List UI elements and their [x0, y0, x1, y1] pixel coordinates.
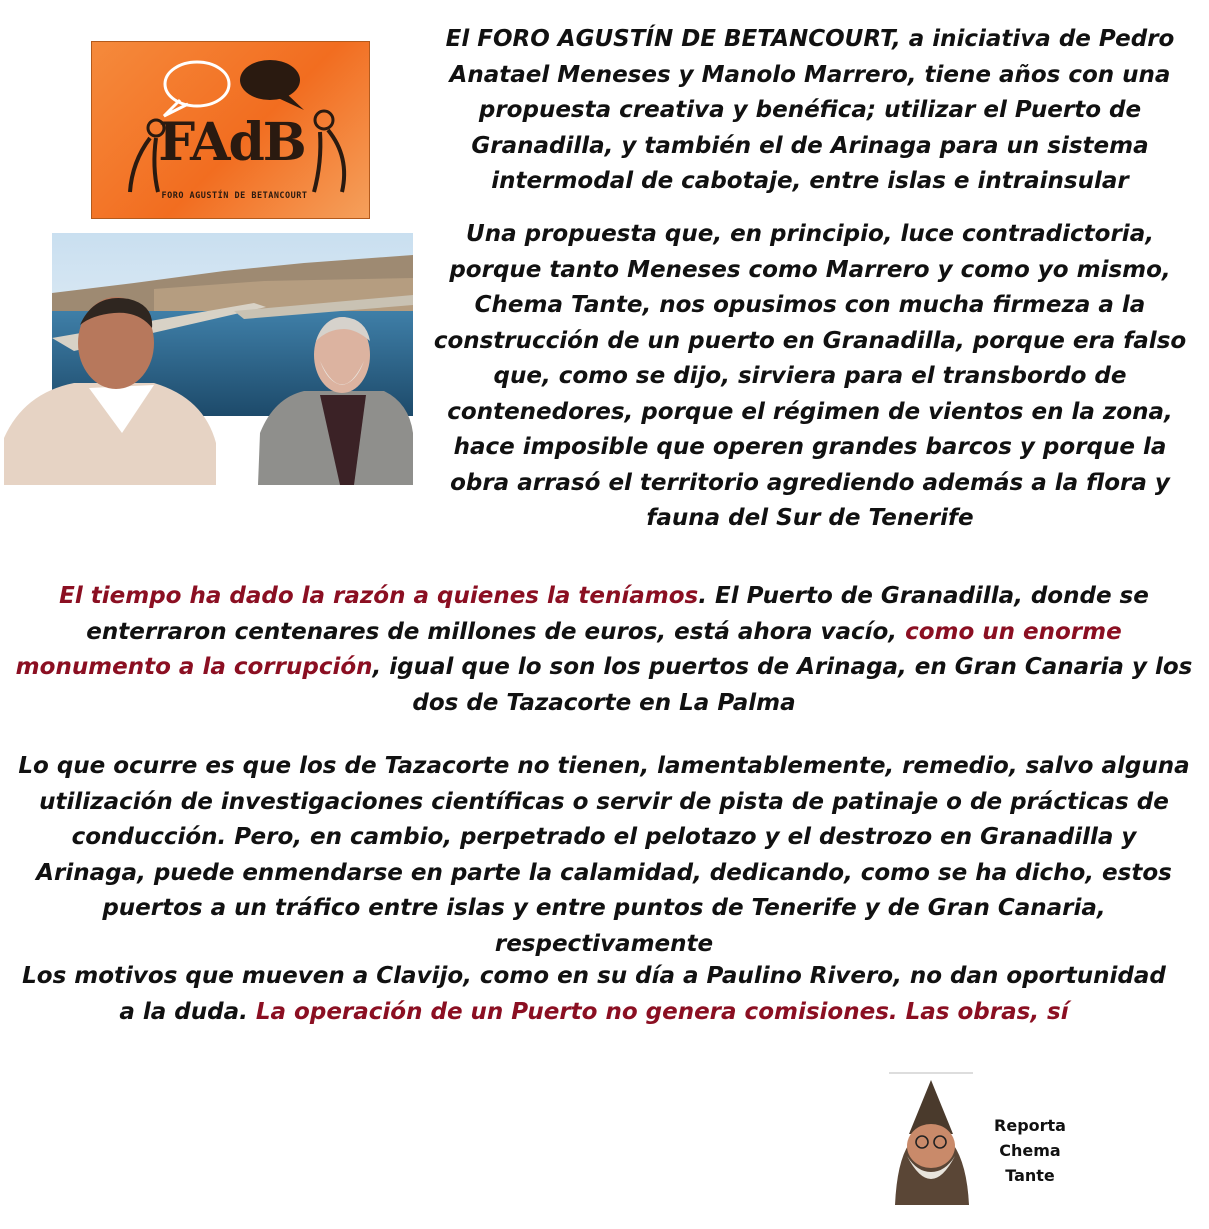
author-avatar [889, 1072, 973, 1205]
logo-letters: FAdB [158, 112, 305, 173]
logo-caption: FORO AGUSTÍN DE BETANCOURT [161, 191, 308, 201]
paragraph-text: Los motivos que mueven a Clavijo, como en su día a Paulino Rivero, no dan oportunidad a la duda. [22, 963, 1166, 1025]
proposal-paragraph: Una propuesta que, en principio, luce contradictoria, porque tanto Meneses como Marrero y como yo mismo, Chema Tante, nos opusimos con mucha firmeza a la construcción de un puerto en Granadilla, porque era falso que, como se dijo, sirviera para el transbordo de contenedores, porque el régimen de vientos en la zona, hace imposible que operen grandes barcos y porque la obra arrasó el territorio agrediendo además a la flora y fauna del Sur de Tenerife [433, 221, 1187, 531]
foro-logo [91, 41, 370, 219]
intro-paragraph: El FORO AGUSTÍN DE BETANCOURT, a iniciativa de Pedro Anatael Meneses y Manolo Marrero, tiene años con una propuesta creativa y benéfica; utilizar el Puerto de Granadilla, y también el de Arinaga para un sistema intermodal de cabotaje, entre islas e intrainsular [445, 26, 1175, 194]
highlight-text: como un enorme monumento a la corrupción [15, 618, 1122, 680]
paragraph-text: . El Puerto de Granadilla, donde se enterraron centenares de millones de euros, está ahora vacío, [86, 583, 1149, 645]
highlight-text: La operación de un Puerto no genera comisiones. Las obras, sí [255, 998, 1069, 1025]
corruption-paragraph [14, 579, 1194, 721]
paragraph-text: , igual que lo son los puertos de Arinaga, en Gran Canaria y los dos de Tazacorte en La Palma [372, 654, 1193, 716]
conclusion-paragraph [14, 959, 1174, 1030]
signature-line: Chema [999, 1141, 1061, 1160]
tazacorte-paragraph: Lo que ocurre es que los de Tazacorte no tienen, lamentablemente, remedio, salvo alguna utilización de investigaciones científicas o servir de pista de patinaje o de prácticas de conducción. Pero, en cambio, perpetrado el pelotazo y el destrozo en Granadilla y Arinaga, puede enmendarse en parte la calamidad, dedicando, como se ha dicho, estos puertos a un tráfico entre islas y entre puntos de Tenerife y de Gran Canaria, respectivamente [18, 753, 1190, 957]
author-signature [990, 1113, 1070, 1188]
highlight-text: El tiempo ha dado la razón a quienes la teníamos [59, 583, 699, 609]
port-photo [4, 233, 413, 485]
signature-line: Reporta [994, 1116, 1066, 1135]
signature-line: Tante [1005, 1166, 1055, 1185]
